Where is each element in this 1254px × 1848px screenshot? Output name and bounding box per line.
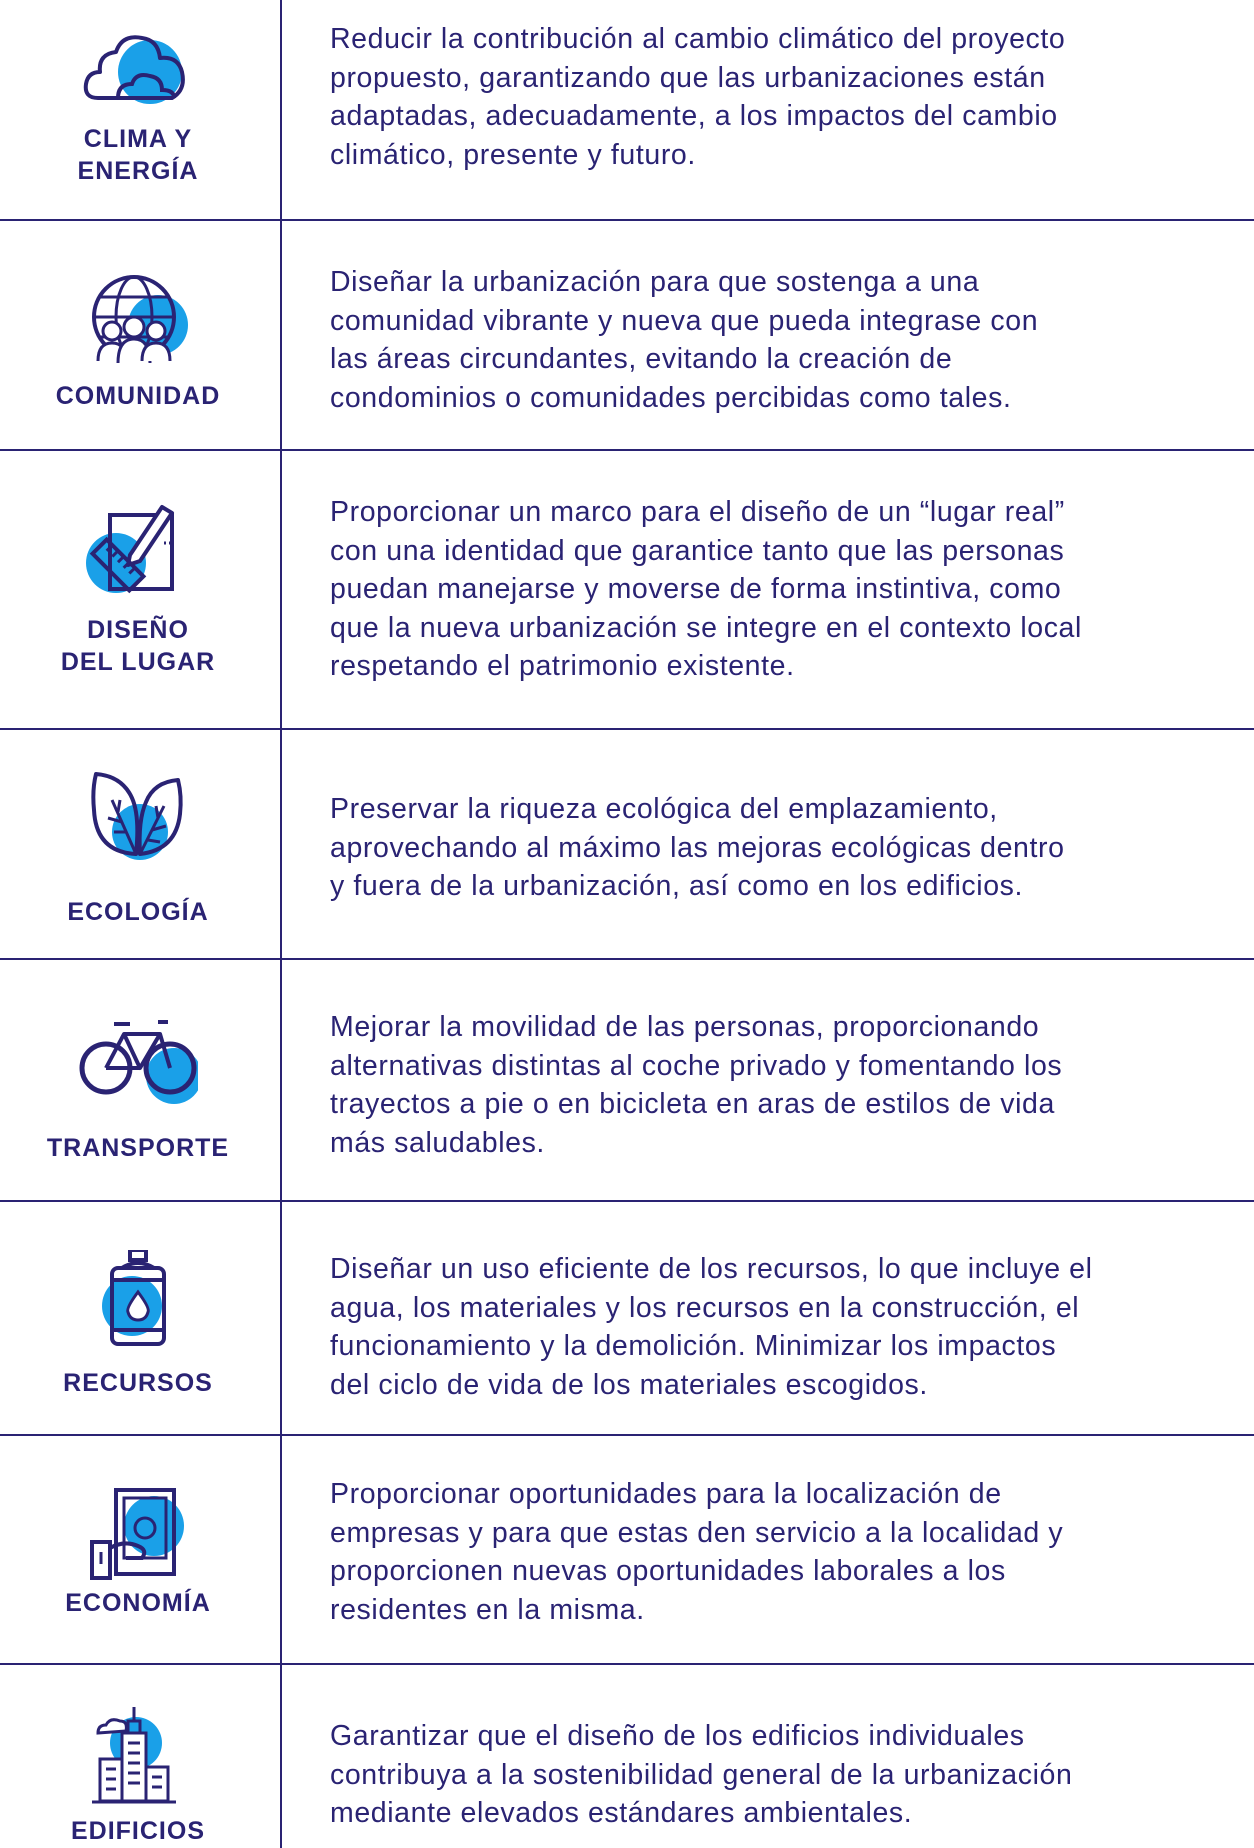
row-recursos [0,1202,1254,1434]
bicycle-icon [78,1012,198,1112]
category-label: ECONOMÍA [65,1589,211,1617]
category-description: Proporcionar un marco para el diseño de un “lugar real” con una identidad que garantice tanto que las personas puedan manejarse y moverse de forma instintiva, como que la nueva urbanización se integre en el contexto local respetando el patrimonio existente. [330,496,1082,682]
category-description: Proporcionar oportunidades para la localización de empresas y para que estas den servicio a la localidad y proporcionen nuevas oportunidades laborales a los residentes en la misma. [330,1478,1064,1626]
water-jug-icon [78,1250,198,1350]
globe-people-icon [78,273,198,373]
category-description: Garantizar que el diseño de los edificios individuales contribuya a la sostenibilidad general de la urbanización mediante elevados estándares ambientales. [330,1720,1073,1829]
category-label: RECURSOS [63,1369,213,1397]
category-description: Diseñar la urbanización para que sostenga a una comunidad vibrante y nueva que pueda integrase con las áreas circundantes, evitando la creación de condominios o comunidades percibidas como tales. [330,266,1039,414]
category-label: DISEÑO DEL LUGAR [60,616,216,676]
row-comunidad [0,221,1254,449]
category-description: Preservar la riqueza ecológica del emplazamiento, aprovechando al máximo las mejoras ecológicas dentro y fuera de la urbanización, así como en los edificios. [330,793,1065,902]
row-edificios [0,1665,1254,1848]
category-label: EDIFICIOS [70,1817,205,1845]
category-label: TRANSPORTE [46,1134,230,1162]
buildings-icon [78,1707,198,1807]
category-label: CLIMA Y ENERGÍA [77,125,199,185]
row-diseno-lugar [0,451,1254,728]
row-ecologia [0,730,1254,958]
leaves-icon [78,770,198,870]
row-transporte [0,960,1254,1200]
design-tools-icon [78,499,198,599]
category-description: Reducir la contribución al cambio climático del proyecto propuesto, garantizando que las urbanizaciones están adaptadas, adecuadamente, a los impactos del cambio climático, presente y futuro. [330,23,1066,171]
category-description: Mejorar la movilidad de las personas, proporcionando alternativas distintas al coche privado y fomentando los trayectos a pie o en bicicleta en aras de estilos de vida más saludables. [330,1011,1063,1159]
row-economia [0,1436,1254,1663]
category-description: Diseñar un uso eficiente de los recursos, lo que incluye el agua, los materiales y los recursos en la construcción, el funcionamiento y la demolición. Minimizar los impactos del ciclo de vida de los materiales escogidos. [330,1253,1093,1401]
money-hand-icon [78,1486,198,1586]
category-label: ECOLOGÍA [67,898,209,926]
cloud-icon [78,20,198,120]
category-label: COMUNIDAD [55,382,221,410]
row-clima-energia [0,0,1254,219]
